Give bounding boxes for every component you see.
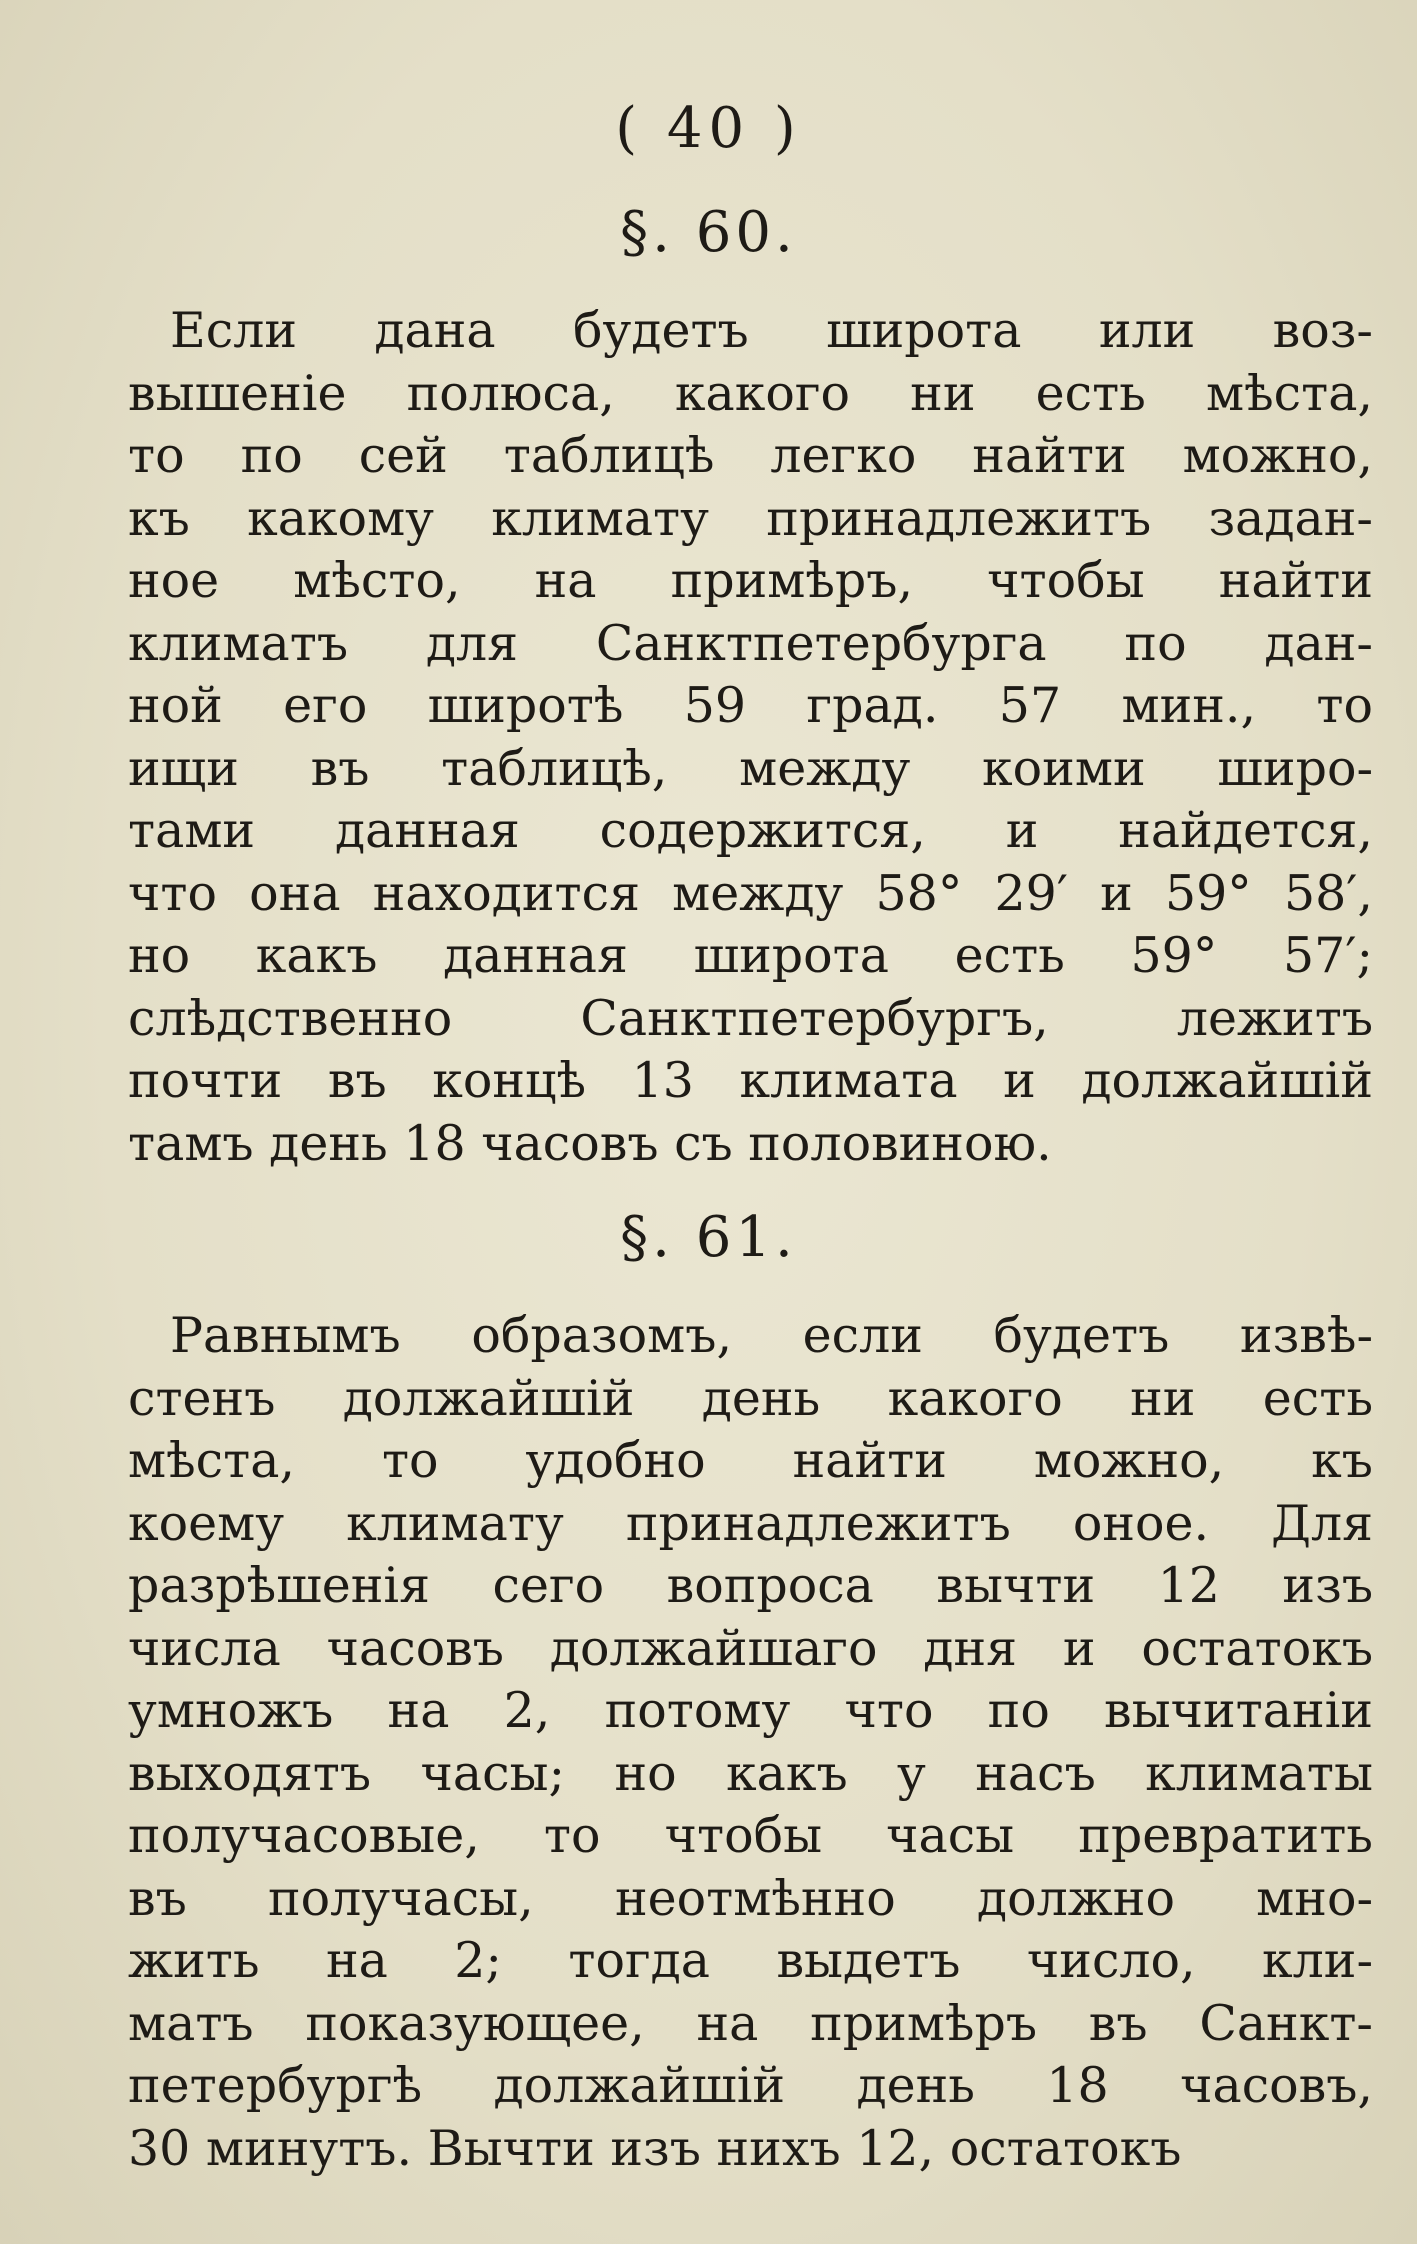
- text-line: ной его широтѣ 59 град. 57 мин., то: [128, 677, 1373, 734]
- text-line: получасовые, то чтобы часы превратить: [128, 1807, 1373, 1864]
- text-line: почти въ концѣ 13 климата и должайшiй: [128, 1052, 1373, 1109]
- section-heading-61: §. 61.: [620, 1205, 797, 1270]
- text-line: климатъ для Санктпетербурга по дан-: [128, 614, 1373, 672]
- text-line: жить на 2; тогда выдетъ число, кли-: [128, 1932, 1373, 1989]
- text-line: числа часовъ должайшаго дня и остатокъ: [128, 1619, 1373, 1677]
- text-line: 30 минутъ. Вычти изъ нихъ 12, остатокъ: [128, 2119, 1182, 2177]
- paragraph-section-61: [128, 1305, 1373, 2180]
- text-line: петербургѣ должайшiй день 18 часовъ,: [128, 2057, 1373, 2114]
- text-line: ное мѣсто, на примѣръ, чтобы найти: [128, 552, 1373, 609]
- text-line: стенъ должайшiй день какого ни есть: [128, 1369, 1373, 1427]
- text-line: слѣдственно Санктпетербургъ, лежитъ: [128, 989, 1373, 1047]
- paragraph-section-60: [128, 300, 1373, 1175]
- page-number-header: ( 40 ): [615, 96, 802, 161]
- text-line: вышенiе полюса, какого ни есть мѣста,: [128, 364, 1373, 422]
- text-line: ищи въ таблицѣ, между коими широ-: [128, 739, 1373, 797]
- text-line: то по сей таблицѣ легко найти можно,: [128, 427, 1373, 484]
- text-line: Если дана будетъ широта или воз-: [170, 302, 1373, 359]
- text-line: тамъ день 18 часовъ съ половиною.: [128, 1114, 1052, 1172]
- text-line: мѣста, то удобно найти можно, къ: [128, 1432, 1373, 1489]
- text-line: въ получасы, неотмѣнно должно мно-: [128, 1869, 1373, 1927]
- text-line: тами данная содержится, и найдется,: [128, 802, 1373, 859]
- text-line: что она находится между 58° 29′ и 59° 58′,: [128, 864, 1373, 922]
- text-line: выходятъ часы; но какъ у насъ климаты: [128, 1744, 1373, 1802]
- text-line: Равнымъ образомъ, если будетъ извѣ-: [170, 1307, 1373, 1364]
- text-line: умножъ на 2, потому что по вычитанiи: [128, 1682, 1373, 1739]
- text-line: къ какому климату принадлежитъ задан-: [128, 489, 1373, 547]
- text-line: разрѣшенiя сего вопроса вычти 12 изъ: [128, 1557, 1373, 1614]
- section-heading-60: §. 60.: [620, 200, 797, 265]
- text-line: матъ показующее, на примѣръ въ Санкт-: [128, 1994, 1373, 2052]
- text-line: коему климату принадлежитъ оное. Для: [128, 1494, 1373, 1552]
- text-line: но какъ данная широта есть 59° 57′;: [128, 927, 1373, 984]
